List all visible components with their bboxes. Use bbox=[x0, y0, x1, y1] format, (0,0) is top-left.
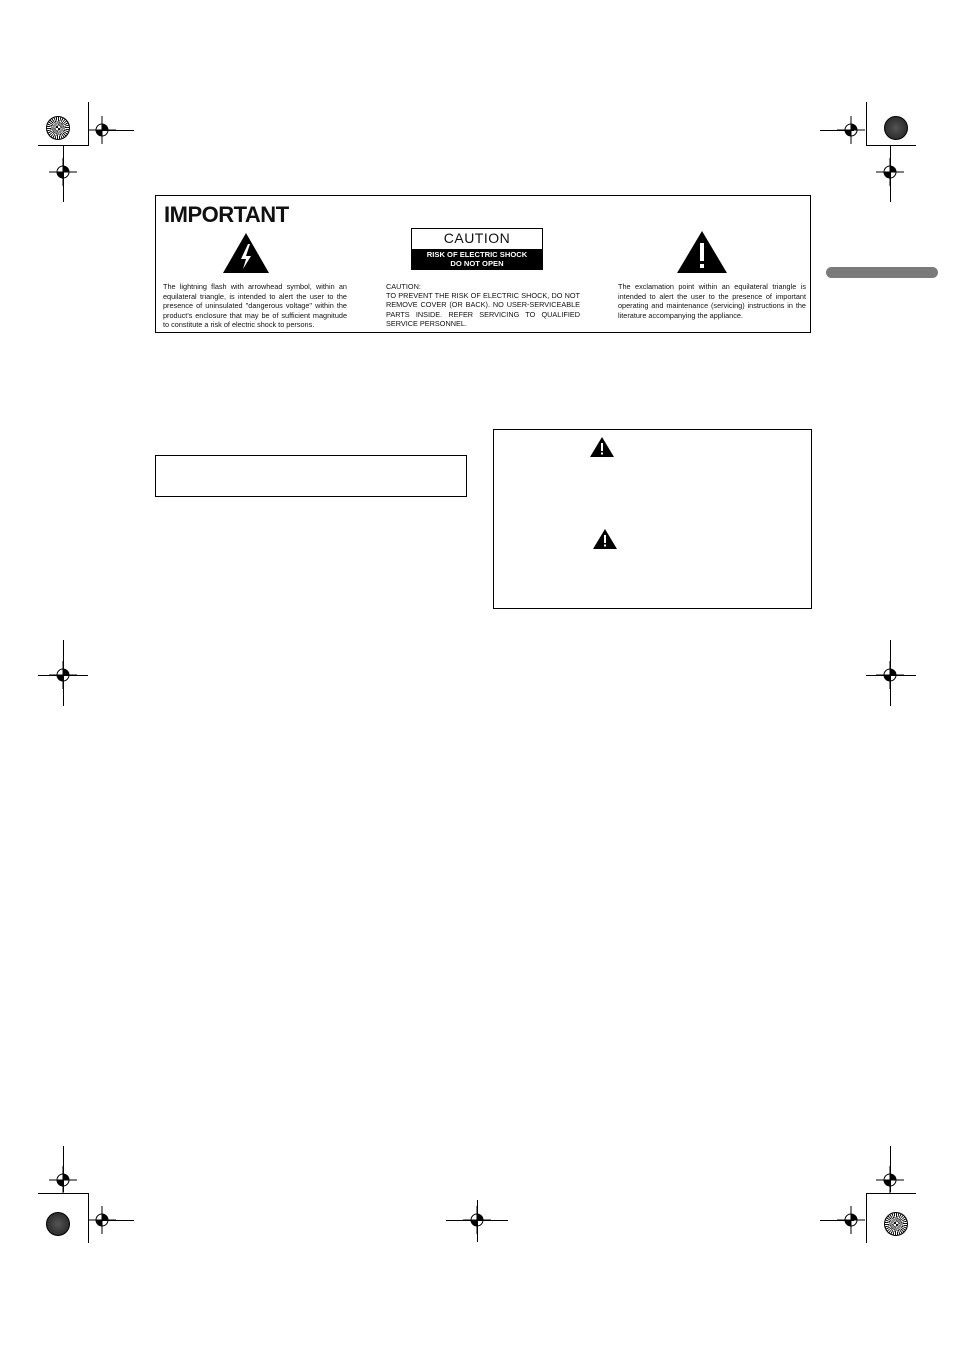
crop-mark-line bbox=[38, 675, 88, 676]
crop-mark-line bbox=[477, 1200, 478, 1242]
crop-mark-line bbox=[866, 145, 916, 146]
crop-mark-line bbox=[100, 1220, 134, 1221]
crop-mark-line bbox=[63, 1146, 64, 1192]
crop-mark-line bbox=[38, 1193, 88, 1194]
crop-mark-line bbox=[63, 640, 64, 706]
exclamation-explanation-text: The exclamation point within an equilateral triangle is intended to alert the user to the presence of important operating and maintenance (servicing) instructions in the literature accompanying the appliance. bbox=[618, 282, 806, 320]
exclamation-warning-icon bbox=[589, 436, 615, 458]
registration-star-icon bbox=[46, 1212, 70, 1236]
caution-band-line1: RISK OF ELECTRIC SHOCK bbox=[426, 250, 528, 259]
crop-mark-line bbox=[866, 675, 916, 676]
exclamation-warning-icon bbox=[592, 528, 618, 550]
caution-word: CAUTION bbox=[443, 230, 511, 246]
crop-mark-line bbox=[866, 1193, 867, 1243]
crop-mark-line bbox=[820, 1220, 854, 1221]
crop-mark-line bbox=[100, 130, 134, 131]
important-title: IMPORTANT bbox=[164, 202, 289, 227]
crop-mark-line bbox=[890, 1146, 891, 1192]
caution-label bbox=[411, 228, 543, 270]
warning-box-right bbox=[493, 429, 812, 609]
crop-mark-line bbox=[63, 146, 64, 202]
caution-body: TO PREVENT THE RISK OF ELECTRIC SHOCK, DO NOT REMOVE COVER (OR BACK). NO USER-SERVICEABLE PARTS INSIDE. REFER SERVICING TO QUALIFIED SERVICE PERSONNEL. bbox=[386, 291, 580, 328]
caution-text-block bbox=[386, 282, 580, 328]
crop-mark-line bbox=[890, 146, 891, 202]
registration-star-icon bbox=[46, 116, 70, 140]
registration-star-icon bbox=[884, 116, 908, 140]
important-notice-box bbox=[155, 195, 811, 333]
crop-mark-line bbox=[820, 130, 854, 131]
section-side-tab bbox=[826, 267, 938, 278]
notice-box-left bbox=[155, 455, 467, 497]
caution-band-line2: DO NOT OPEN bbox=[450, 259, 504, 268]
crop-mark-line bbox=[866, 102, 867, 146]
caution-band bbox=[412, 249, 542, 269]
registration-star-icon bbox=[884, 1212, 908, 1236]
lightning-warning-icon bbox=[222, 232, 270, 274]
caution-heading: CAUTION: bbox=[386, 282, 421, 291]
lightning-explanation-text: The lightning flash with arrowhead symbol, within an equilateral triangle, is intended to alert the user to the presence of uninsulated "dangerous voltage" within the product's enclosure that may be of sufficient magnitude to constitute a risk of electric shock to persons. bbox=[163, 282, 347, 330]
crop-mark-line bbox=[866, 1193, 916, 1194]
crop-mark-line bbox=[890, 640, 891, 706]
exclamation-warning-icon bbox=[676, 230, 728, 274]
